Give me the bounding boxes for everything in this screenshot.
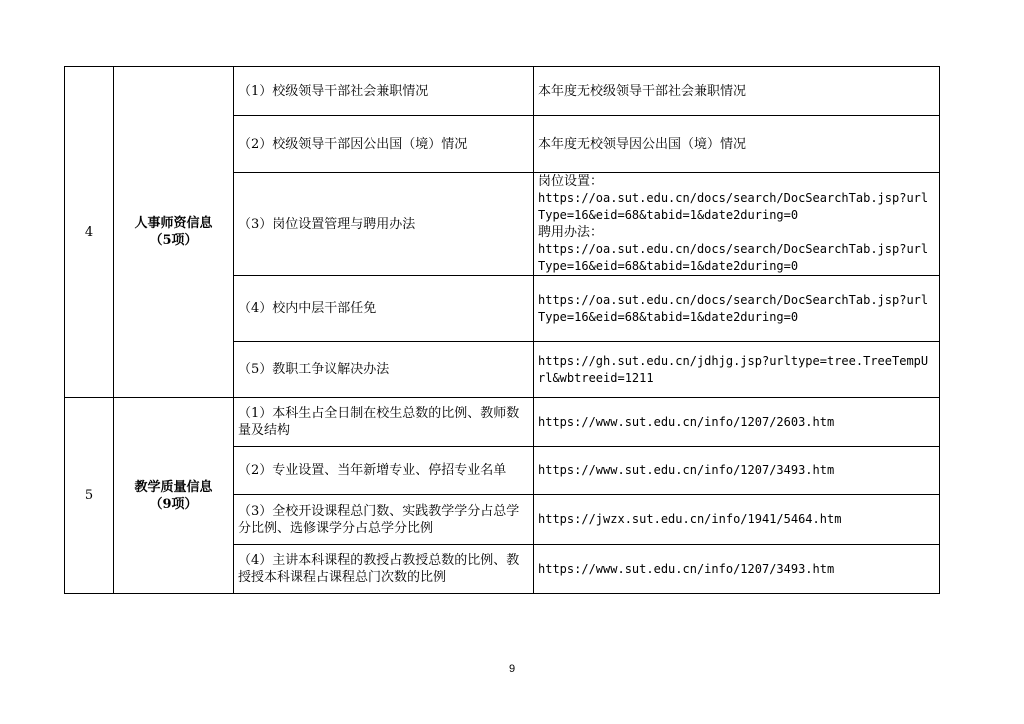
category-title: 人事师资信息: [134, 216, 213, 231]
disclosure-table: [64, 66, 940, 594]
section-category: [114, 398, 234, 594]
item-label: （3）岗位设置管理与聘用办法: [234, 173, 534, 276]
item-value-link[interactable]: https://www.sut.edu.cn/info/1207/3493.htm: [534, 447, 940, 495]
item-label: （1）本科生占全日制在校生总数的比例、教师数量及结构: [234, 398, 534, 447]
category-count: （5项）: [149, 233, 198, 248]
value-link[interactable]: https://oa.sut.edu.cn/docs/search/DocSearchTab.jsp?urlType=16&eid=68&tabid=1&date2during=0: [538, 242, 929, 273]
item-label: （4）主讲本科课程的教授占教授总数的比例、教授授本科课程占课程总门次数的比例: [234, 545, 534, 594]
item-label: （3）全校开设课程总门数、实践教学学分占总学分比例、选修课学分占总学分比例: [234, 495, 534, 545]
section-number: 4: [65, 67, 114, 398]
item-value-link[interactable]: https://www.sut.edu.cn/info/1207/2603.htm: [534, 398, 940, 447]
item-value: [534, 173, 940, 276]
item-label: （1）校级领导干部社会兼职情况: [234, 67, 534, 116]
item-label: （5）教职工争议解决办法: [234, 342, 534, 398]
category-count: （9项）: [149, 496, 198, 512]
section-category: [114, 67, 234, 398]
item-value-link[interactable]: https://oa.sut.edu.cn/docs/search/DocSearchTab.jsp?urlType=16&eid=68&tabid=1&date2during=0: [534, 276, 940, 342]
item-value-link[interactable]: https://jwzx.sut.edu.cn/info/1941/5464.htm: [534, 495, 940, 545]
item-label: （4）校内中层干部任免: [234, 276, 534, 342]
category-title: 教学质量信息: [134, 479, 213, 495]
table-row: [65, 67, 940, 116]
table-row: [65, 398, 940, 447]
item-label: （2）专业设置、当年新增专业、停招专业名单: [234, 447, 534, 495]
item-value-link[interactable]: https://gh.sut.edu.cn/jdhjg.jsp?urltype=tree.TreeTempUrl&wbtreeid=1211: [534, 342, 940, 398]
page-number: 9: [508, 663, 516, 675]
item-value: 本年度无校领导因公出国（境）情况: [534, 116, 940, 173]
value-label: 聘用办法：: [538, 225, 604, 240]
value-link[interactable]: https://oa.sut.edu.cn/docs/search/DocSearchTab.jsp?urlType=16&eid=68&tabid=1&date2during=0: [538, 191, 929, 222]
section-number: 5: [65, 398, 114, 594]
item-label: （2）校级领导干部因公出国（境）情况: [234, 116, 534, 173]
item-value-link[interactable]: https://www.sut.edu.cn/info/1207/3493.htm: [534, 545, 940, 594]
value-label: 岗位设置：: [538, 174, 604, 189]
item-value: 本年度无校级领导干部社会兼职情况: [534, 67, 940, 116]
